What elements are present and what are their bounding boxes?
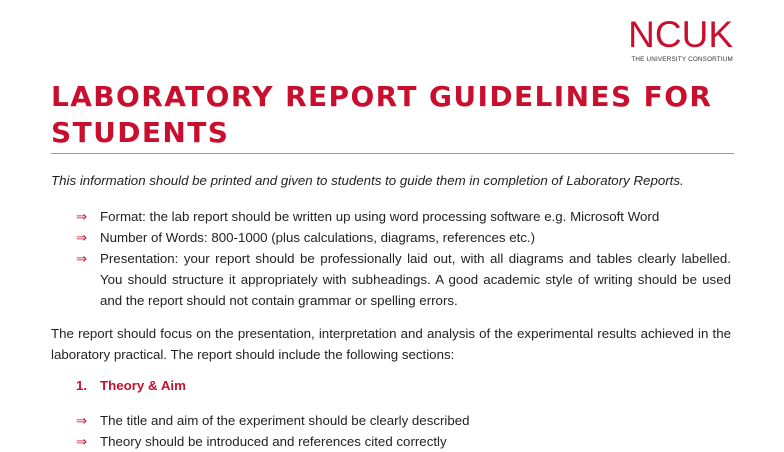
ncuk-logo — [628, 16, 733, 64]
bullet-text-title-aim: The title and aim of the experiment should be clearly described — [100, 413, 470, 428]
bullet-text-presentation: Presentation: your report should be professionally laid out, with all diagrams and tables clearly labelled. You should structure it appropriately with subheadings. A good academic style of writing should be used and the report should not contain grammar or spelling errors. — [100, 251, 731, 308]
logo-tagline: THE UNIVERSITY CONSORTIUM — [631, 56, 733, 63]
section-number: 1. — [76, 378, 88, 393]
double-right-arrow-icon: ⇒ — [76, 251, 88, 266]
body-paragraph: The report should focus on the presentation, interpretation and analysis of the experimental results achieved in the laboratory practical. The report should include the following sections: — [51, 326, 731, 362]
double-right-arrow-icon: ⇒ — [76, 230, 88, 245]
intro-text: This information should be printed and given to students to guide them in completion of Laboratory Reports. — [51, 173, 684, 188]
double-right-arrow-icon: ⇒ — [76, 434, 88, 449]
page-title: LABORATORY REPORT GUIDELINES FOR STUDENTS — [51, 80, 713, 149]
double-right-arrow-icon: ⇒ — [76, 209, 88, 224]
list-item — [76, 410, 731, 431]
list-item — [76, 248, 731, 311]
section-heading-theory-aim — [76, 377, 186, 395]
double-right-arrow-icon: ⇒ — [76, 413, 88, 428]
bullet-text-word-count: Number of Words: 800-1000 (plus calculations, diagrams, references etc.) — [100, 230, 536, 245]
theory-aim-list — [76, 410, 731, 452]
bullet-text-format: Format: the lab report should be written up using word processing software e.g. Microsoft Word — [100, 209, 660, 224]
section-title: Theory & Aim — [100, 378, 186, 393]
guidelines-list — [76, 206, 731, 311]
bullet-text-theory: Theory should be introduced and references cited correctly — [100, 434, 447, 449]
logo-wordmark: NCUK — [628, 14, 733, 55]
title-divider — [51, 153, 734, 154]
list-item — [76, 431, 731, 452]
list-item — [76, 227, 731, 248]
list-item — [76, 206, 731, 227]
